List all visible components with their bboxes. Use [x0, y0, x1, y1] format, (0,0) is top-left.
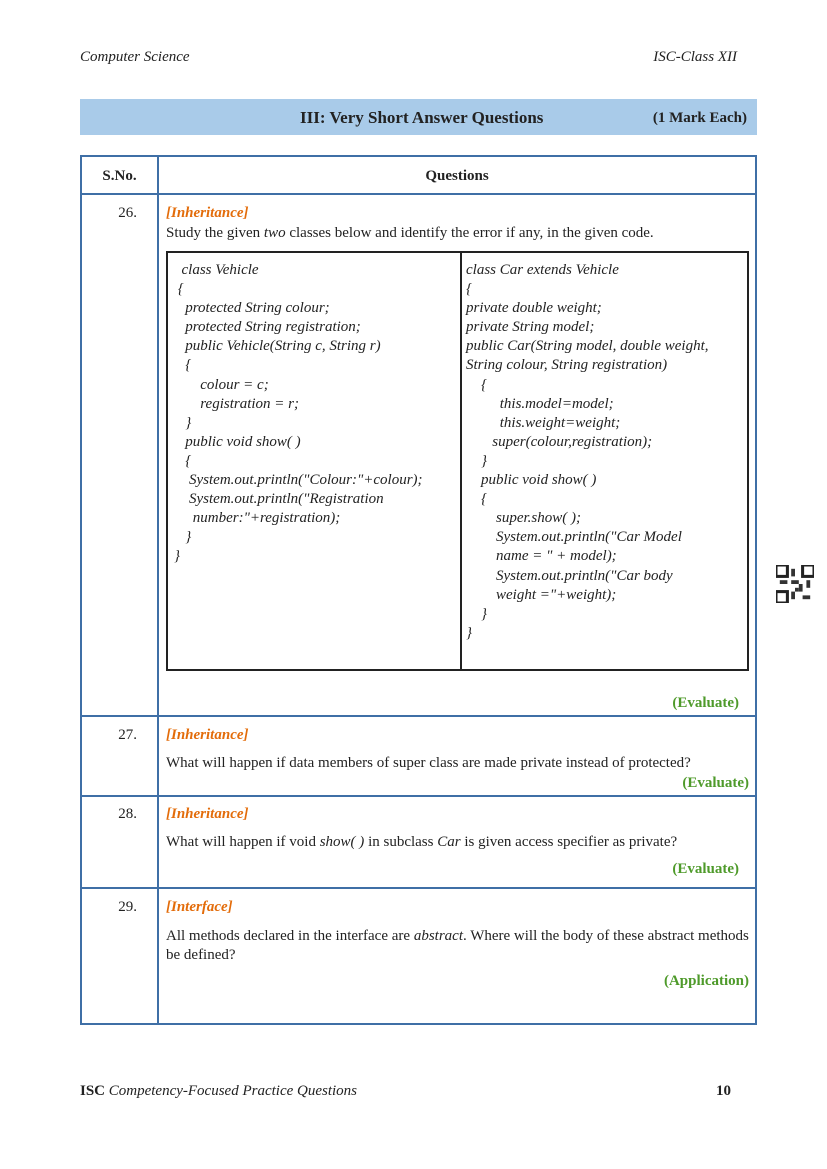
- question-number: 27.: [118, 727, 137, 743]
- footer-title: ISC Competency-Focused Practice Questions: [80, 1083, 358, 1099]
- section-marks: (1 Mark Each): [652, 110, 747, 126]
- question-topic: [Inheritance]: [166, 806, 249, 822]
- question-level: (Evaluate): [672, 695, 739, 711]
- header-sno: S.No.: [102, 168, 137, 184]
- row-divider: [82, 795, 755, 797]
- page-number: 10: [716, 1083, 731, 1099]
- question-topic: [Interface]: [166, 899, 233, 915]
- row-divider: [82, 193, 755, 195]
- question-number: 26.: [118, 205, 137, 221]
- question-text: All methods declared in the interface are abstract. Where will the body of these abstract methods be defined?: [166, 928, 749, 963]
- question-number: 29.: [118, 899, 137, 915]
- question-text: What will happen if data members of super class are made private instead of protected?: [166, 755, 691, 771]
- section-banner: [80, 99, 757, 135]
- question-level: (Evaluate): [672, 861, 739, 877]
- row-divider: [82, 715, 755, 717]
- row-divider: [82, 887, 755, 889]
- question-text: What will happen if void show( ) in subclass Car is given access specifier as private?: [166, 834, 678, 850]
- header-class: ISC-Class XII: [653, 49, 737, 65]
- question-level: (Evaluate): [682, 775, 749, 791]
- column-divider: [157, 157, 159, 1023]
- question-number: 28.: [118, 806, 137, 822]
- header-questions: Questions: [425, 168, 489, 184]
- question-topic: [Inheritance]: [166, 205, 249, 221]
- section-title: III: Very Short Answer Questions: [300, 108, 544, 127]
- question-topic: [Inheritance]: [166, 727, 249, 743]
- code-car-class: class Car extends Vehicle { private double weight; private String model; public Car(String model, double weight, String colour, String registration) { this.model=model; this.weight=weight; super(colour,registration); } public void show( ) { super.show( ); System.out.println("Car Model name = " + model); System.out.println("Car body weight ="+weight); } }: [466, 262, 709, 641]
- header-subject: Computer Science: [80, 49, 190, 65]
- code-vehicle-class: class Vehicle { protected String colour; protected String registration; public Vehicle(String c, String r) { colour = c; registration = r; } public void show( ) { System.out.println("Colour:"+colour); System.out.println("Registration number:"+registration); } }: [174, 262, 423, 565]
- question-level: (Application): [663, 973, 749, 989]
- code-box: [166, 251, 749, 671]
- question-text: Study the given two classes below and identify the error if any, in the given code.: [166, 225, 654, 241]
- qr-code-icon: [776, 565, 814, 603]
- code-divider: [460, 253, 462, 669]
